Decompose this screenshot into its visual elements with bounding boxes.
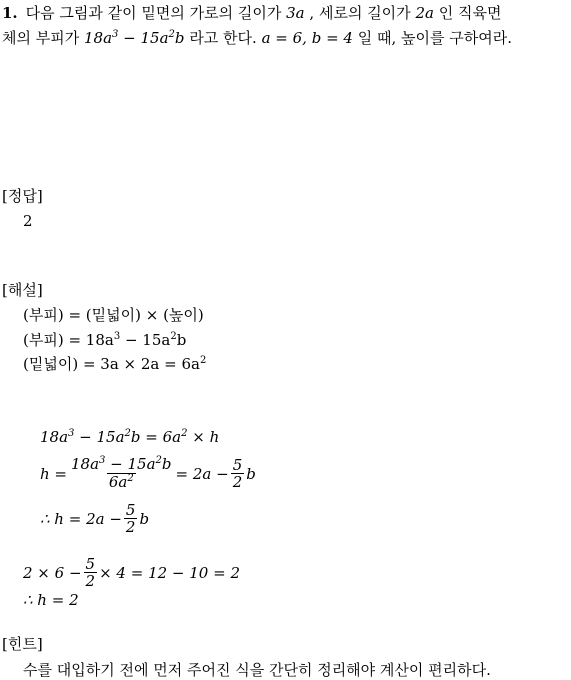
calculation-2: ∴ h = 2 [23,591,79,609]
fraction-main: $\frac{18a^3 - 15a^2b}{6a^2}$ [71,455,172,491]
equation-2: h = $\frac{18a^3 - 15a^2b}{6a^2}$ = 2a − $\frac{5}{2}$ b [40,455,256,491]
hint-text: 수를 대입하기 전에 먼저 주어진 식을 간단히 정리해야 계산이 편리하다. [23,661,491,679]
solution-line-1: (부피) = (밑넓이) × (높이) [23,306,204,324]
solution-label: [해설] [2,281,43,299]
fraction-five-halves: $\frac{5}{2}$ [125,501,136,536]
equation-1: $18a^3 - 15a^2b = 6a^2 \times h$ [40,428,220,446]
equation-3: ∴ h = 2a − $\frac{5}{2}$ b [40,501,150,536]
answer-value: 2 [23,212,33,230]
answer-label: [정답] [2,187,43,205]
hint-label: [힌트] [2,635,43,653]
fraction-five-halves: $\frac{5}{2}$ [85,555,96,590]
question-number: 1. [2,4,18,22]
question-line-2: 체의 부피가 $18a^3 - 15a^2b$ 라고 한다. a = 6, b = 4 일 때, 높이를 구하여라. [2,29,513,47]
solution-line-3: (밑넓이) = $3a \times 2a = 6a^2$ [23,355,207,373]
fraction-five-halves: $\frac{5}{2}$ [232,456,243,491]
question-line-1: 1. 다음 그림과 같이 밑면의 가로의 길이가 3a , 세로의 길이가 2a 인 직육면 [2,4,502,22]
calculation-1: 2 × 6 − $\frac{5}{2}$ × 4 = 12 − 10 = 2 [23,555,240,590]
solution-line-2: (부피) = $18a^3 - 15a^2b$ [23,331,187,349]
